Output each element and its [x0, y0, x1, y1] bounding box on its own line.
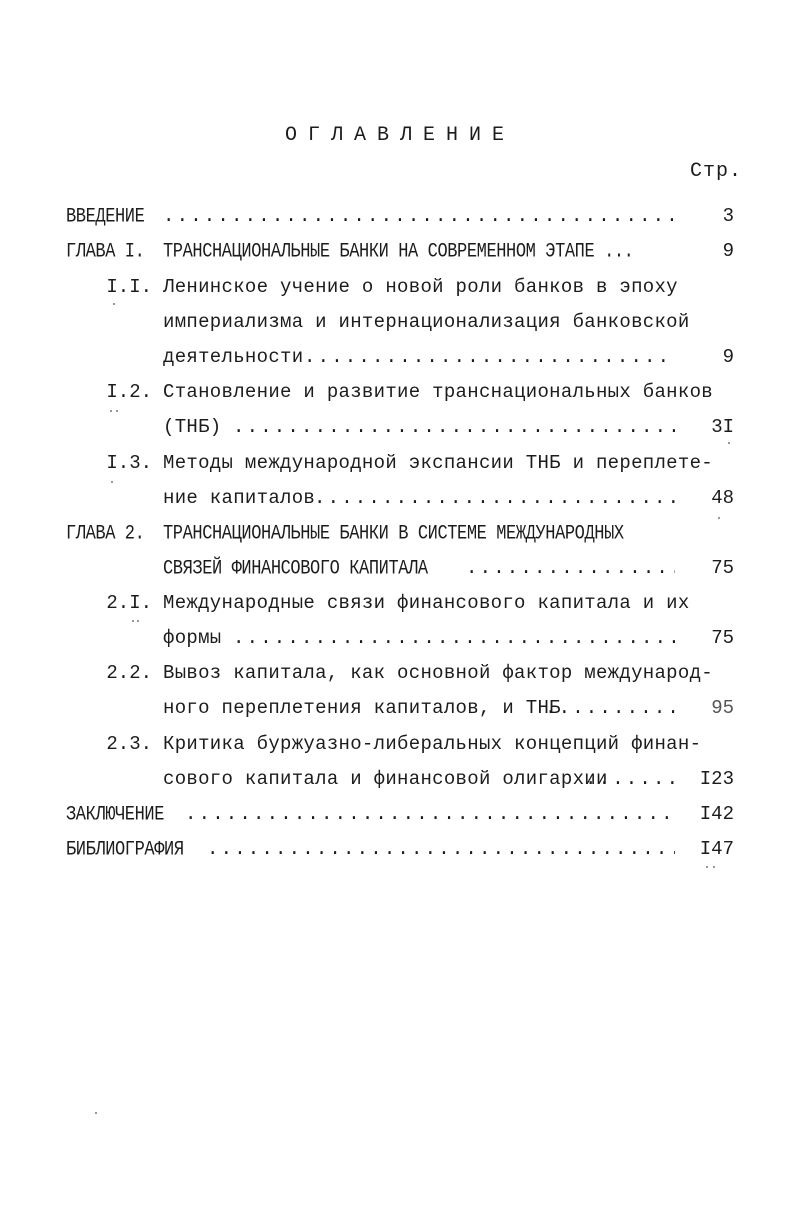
section-title-line: Вывоз капитала, как основной фактор международ- — [163, 662, 713, 684]
scan-speck — [111, 481, 113, 483]
section-title-line: Ленинское учение о новой роли банков в эпоху — [163, 276, 678, 298]
scan-speck — [110, 410, 112, 412]
toc-page-number: 48 — [711, 487, 734, 509]
toc-entry-chapter-1-title — [163, 238, 633, 266]
toc-entry-conclusion — [66, 801, 164, 829]
toc-label: ВВЕДЕНИЕ — [66, 206, 145, 229]
section-number: 2.2. — [106, 662, 152, 684]
chapter-number: ГЛАВА I. — [66, 241, 145, 264]
section-title-line: ного переплетения капиталов, и ТНБ — [163, 697, 561, 719]
toc-page-number: I42 — [699, 803, 734, 825]
leader-dots — [185, 801, 675, 827]
section-number: 2.I. — [106, 592, 152, 614]
toc-page-number: I23 — [699, 768, 734, 790]
toc-entry-chapter-1 — [66, 238, 144, 266]
chapter-title: ТРАНСНАЦИОНАЛЬНЫЕ БАНКИ НА СОВРЕМЕННОМ ЭТАПЕ ... — [163, 241, 634, 264]
scan-speck — [113, 303, 115, 305]
leader-dots — [585, 766, 675, 792]
toc-page-number: 3I — [711, 416, 734, 438]
leader-dots — [233, 625, 675, 651]
scan-speck — [95, 1112, 97, 1114]
page-title: ОГЛАВЛЕНИЕ — [284, 124, 516, 147]
toc-page-number: 3 — [722, 205, 734, 227]
scan-speck — [713, 866, 715, 868]
scan-speck — [137, 620, 139, 622]
section-title-line: Методы международной экспансии ТНБ и переплете- — [163, 452, 713, 474]
scan-speck — [116, 410, 118, 412]
scan-speck — [728, 442, 730, 444]
toc-page-number: 9 — [722, 346, 734, 368]
scan-speck — [718, 517, 720, 519]
toc-page-number: 9 — [722, 240, 734, 262]
toc-page-number: 75 — [711, 557, 734, 579]
toc-entry-chapter-2 — [66, 520, 144, 548]
toc-page-number: 75 — [711, 627, 734, 649]
section-number: I.3. — [106, 452, 152, 474]
section-title-line: сового капитала и финансовой олигархии — [163, 768, 608, 790]
leader-dots — [314, 485, 675, 511]
section-number: I.2. — [106, 381, 152, 403]
section-title-line: ние капиталов — [163, 487, 316, 509]
scan-speck — [706, 866, 708, 868]
scan-speck — [132, 620, 134, 622]
chapter-number: ГЛАВА 2. — [66, 523, 145, 546]
section-title-line: деятельности — [163, 346, 304, 368]
section-title-line: формы — [163, 627, 222, 649]
toc-page-number: I47 — [699, 838, 734, 860]
leader-dots — [304, 344, 675, 370]
page-column-header: Стр. — [689, 160, 742, 183]
toc-entry-bibliography — [66, 836, 184, 864]
section-title-line: (ТНБ) — [163, 416, 222, 438]
leader-dots — [207, 836, 675, 862]
section-title-line: Критика буржуазно-либеральных концепций финан- — [163, 733, 702, 755]
chapter-title-line: СВЯЗЕЙ ФИНАНСОВОГО КАПИТАЛА — [163, 558, 428, 581]
section-title-line: Международные связи финансового капитала и их — [163, 592, 690, 614]
section-number: 2.3. — [106, 733, 152, 755]
leader-dots — [163, 203, 675, 229]
section-title-line: Становление и развитие транснациональных банков — [163, 381, 713, 403]
toc-entry-introduction — [66, 203, 144, 231]
leader-dots — [545, 695, 675, 721]
toc-page-number: 95 — [711, 697, 734, 719]
toc-label: БИБЛИОГРАФИЯ — [66, 839, 184, 862]
toc-label: ЗАКЛЮЧЕНИЕ — [66, 804, 165, 827]
leader-dots — [233, 414, 675, 440]
chapter-title-line: ТРАНСНАЦИОНАЛЬНЫЕ БАНКИ В СИСТЕМЕ МЕЖДУНАРОДНЫХ — [163, 523, 624, 546]
section-title-line: империализма и интернационализация банковской — [163, 311, 690, 333]
section-number: I.I. — [106, 276, 152, 298]
leader-dots — [466, 555, 675, 581]
